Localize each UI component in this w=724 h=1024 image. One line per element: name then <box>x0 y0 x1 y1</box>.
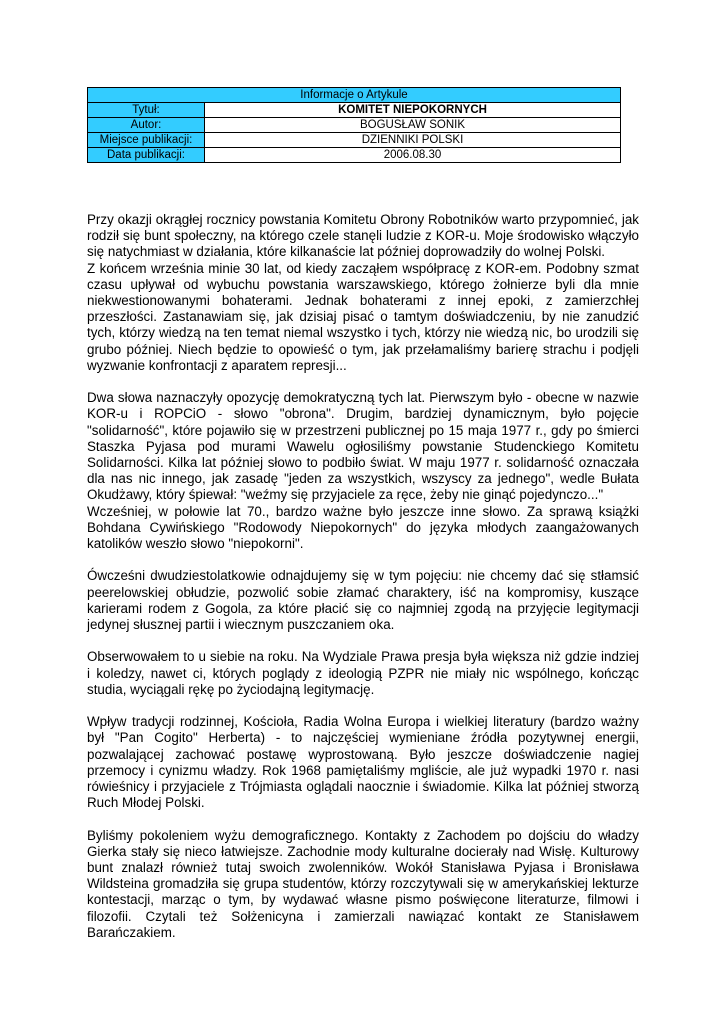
article-paragraph <box>87 828 639 941</box>
info-label-title: Tytuł: <box>88 103 205 118</box>
paragraph-text: Dwa słowa naznaczyły opozycję demokratyczną tych lat. Pierwszym było - obecne w nazwie KOR-u i ROPCiO - słowo "obrona". Drugim, bardziej dynamicznym, było pojęcie "solidarność", które pojawiło się w przestrzeni publicznej po 15 maja 1977 r., gdy po śmierci Staszka Pyjasa pod murami Wawelu ogłosiliśmy powstanie Studenckiego Komitetu Solidarności. Kilka lat później słowo to podbiło świat. W maju 1977 r. solidarność oznaczała dla nas nic innego, jak zasadę "jeden za wszystkich, wszyscy za jednego", wedle Bułata Okudżawy, który śpiewał: "weźmy się przyjaciele za ręce, żeby nie ginąć pojedynczo..." <box>87 390 639 503</box>
article-paragraph <box>87 568 639 633</box>
info-value-place: DZIENNIKI POLSKI <box>205 133 621 148</box>
info-row-place <box>88 133 621 148</box>
paragraph-text: Wpływ tradycji rodzinnej, Kościoła, Radia Wolna Europa i wielkiej literatury (bardzo ważny był "Pan Cogito" Herberta) - to najczęściej wymieniane źródła pozytywnej energii, pozwalającej zachować postawę wyprostowaną. Było jeszcze doświadczenie nagiej przemocy i cynizmu władzy. Rok 1968 pamiętaliśmy mgliście, ale już wypadki 1970 r. nasi rówieśnicy i przyjaciele z Trójmiasta oglądali naocznie i świadomie. Kilka lat później stworzą Ruch Młodej Polski. <box>87 714 639 811</box>
info-value-title: KOMITET NIEPOKORNYCH <box>205 103 621 118</box>
info-label-date: Data publikacji: <box>88 148 205 163</box>
info-row-author <box>88 118 621 133</box>
info-label-place: Miejsce publikacji: <box>88 133 205 148</box>
info-header-row <box>88 88 621 103</box>
info-row-date <box>88 148 621 163</box>
info-row-title <box>88 103 621 118</box>
info-header: Informacje o Artykule <box>88 88 621 103</box>
article-paragraph <box>87 390 639 552</box>
paragraph-text: Przy okazji okrągłej rocznicy powstania Komitetu Obrony Robotników warto przypomnieć, jak rodził się bunt społeczny, na którego czele stanęli ludzie z KOR-u. Moje środowisko włączyło się natychmiast w działania, które kilkanaście lat później doprowadziły do wolnej Polski. <box>87 212 639 260</box>
article-paragraph <box>87 212 639 374</box>
paragraph-text: Byliśmy pokoleniem wyżu demograficznego. Kontakty z Zachodem po dojściu do władzy Gierka stały się nieco łatwiejsze. Zachodnie mody kulturalne docierały nad Wisłę. Kulturowy bunt znalazł również tutaj swoich zwolenników. Wokół Stanisława Pyjasa i Bronisława Wildsteina gromadziła się grupa studentów, którzy rozczytywali się w amerykańskiej lekturze kontestacji, marząc o tym, by wydawać własne pismo poświęcone literaturze, filmowi i filozofii. Czytali też Sołżenicyna i zamierzali nawiązać kontakt ze Stanisławem Barańczakiem. <box>87 827 639 940</box>
article-paragraph <box>87 714 639 811</box>
paragraph-text: Obserwowałem to u siebie na roku. Na Wydziale Prawa presja była większa niż gdzie indziej i koledzy, nawet ci, których poglądy z ideologią PZPR nie miały nic wspólnego, kończąc studia, wyciągali rękę po życiodajną legitymację. <box>87 649 639 697</box>
article-body <box>87 212 639 957</box>
info-value-date: 2006.08.30 <box>205 148 621 163</box>
paragraph-text: Ówcześni dwudziestolatkowie odnajdujemy się w tym pojęciu: nie chcemy dać się stłamsić peerelowskiej obłudzie, pozwolić sobie złamać charaktery, iść na kompromisy, kuszące karierami rodem z Gogola, za które płacić się co najmniej zgodą na przyjęcie legitymacji jedynej słusznej partii i wiecznym puszczaniem oka. <box>87 568 639 633</box>
paragraph-text: Wcześniej, w połowie lat 70., bardzo ważne było jeszcze inne słowo. Za sprawą książki Bohdana Cywińskiego "Rodowody Niepokornych" do języka młodych zaangażowanych katolików weszło słowo "niepokorni". <box>87 503 639 552</box>
info-label-author: Autor: <box>88 118 205 133</box>
info-value-author: BOGUSŁAW SONIK <box>205 118 621 133</box>
article-info-table <box>87 87 621 163</box>
article-paragraph <box>87 649 639 698</box>
paragraph-text: Z końcem września minie 30 lat, od kiedy zacząłem współpracę z KOR-em. Podobny szmat czasu upływał od wybuchu powstania warszawskiego, którego żołnierze byli dla mnie niekwestionowanymi bohaterami. Jednak bohaterami z innej epoki, z zamierzchłej przeszłości. Zastanawiam się, jak dzisiaj pisać o tamtym doświadczeniu, by nie zanudzić tych, którzy wiedzą na ten temat niemal wszystko i tych, którzy nie wiedzą nic, bo urodzili się grubo później. Niech będzie to opowieść o tym, jak przełamaliśmy barierę strachu i podjęli wyzwanie konfrontacji z aparatem represji... <box>87 260 639 373</box>
